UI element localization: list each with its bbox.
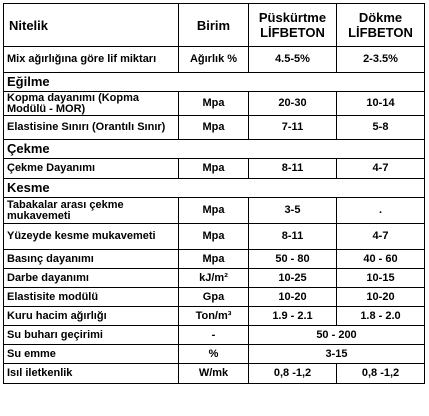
- header-property: Nitelik: [4, 4, 179, 47]
- row-unit: Ton/m³: [179, 307, 249, 326]
- row-unit: Gpa: [179, 288, 249, 307]
- row-sprayed-value: 20-30: [249, 92, 337, 116]
- row-label: Su buharı geçirimi: [4, 326, 179, 345]
- row-unit: Mpa: [179, 224, 249, 250]
- row-unit: Ağırlık %: [179, 47, 249, 73]
- row-cast-value: 10-14: [337, 92, 425, 116]
- table-row: [4, 269, 425, 288]
- row-label: Elastisite modülü: [4, 288, 179, 307]
- row-cast-value: 4-7: [337, 224, 425, 250]
- table-row: [4, 116, 425, 140]
- row-cast-value: 10-15: [337, 269, 425, 288]
- header-sprayed: Püskürtme LİFBETON: [249, 4, 337, 47]
- table-row: [4, 92, 425, 116]
- table-row: [4, 326, 425, 345]
- row-label: Basınç dayanımı: [4, 250, 179, 269]
- row-label: Yüzeyde kesme mukavemeti: [4, 224, 179, 250]
- row-unit: kJ/m²: [179, 269, 249, 288]
- row-sprayed-value: 0,8 -1,2: [249, 364, 337, 384]
- row-unit: Mpa: [179, 198, 249, 224]
- section-title: Kesme: [4, 179, 425, 198]
- row-cast-value: 0,8 -1,2: [337, 364, 425, 384]
- row-label: Mix ağırlığına göre lif miktarı: [4, 47, 179, 73]
- properties-table: [3, 3, 425, 384]
- table-row: [4, 198, 425, 224]
- row-label: Darbe dayanımı: [4, 269, 179, 288]
- row-sprayed-value: 1.9 - 2.1: [249, 307, 337, 326]
- table-header-row: [4, 4, 425, 47]
- section-title: Çekme: [4, 140, 425, 159]
- row-sprayed-value: 50 - 80: [249, 250, 337, 269]
- row-cast-value: 2-3.5%: [337, 47, 425, 73]
- section-row: [4, 140, 425, 159]
- row-sprayed-value: 3-5: [249, 198, 337, 224]
- row-label: Su emme: [4, 345, 179, 364]
- row-sprayed-value: 4.5-5%: [249, 47, 337, 73]
- section-row: [4, 73, 425, 92]
- row-cast-value: 10-20: [337, 288, 425, 307]
- header-unit: Birim: [179, 4, 249, 47]
- row-cast-value: 40 - 60: [337, 250, 425, 269]
- row-sprayed-value: 8-11: [249, 224, 337, 250]
- row-sprayed-value: 7-11: [249, 116, 337, 140]
- row-cast-value: 4-7: [337, 159, 425, 179]
- row-sprayed-value: 10-20: [249, 288, 337, 307]
- row-merged-value: 50 - 200: [249, 326, 425, 345]
- table-row: [4, 345, 425, 364]
- row-unit: Mpa: [179, 250, 249, 269]
- row-cast-value: 1.8 - 2.0: [337, 307, 425, 326]
- row-label: Isıl iletkenlik: [4, 364, 179, 384]
- header-cast: Dökme LİFBETON: [337, 4, 425, 47]
- row-cast-value: .: [337, 198, 425, 224]
- row-sprayed-value: 10-25: [249, 269, 337, 288]
- row-label: Elastisine Sınırı (Orantılı Sınır): [4, 116, 179, 140]
- row-unit: Mpa: [179, 159, 249, 179]
- row-unit: %: [179, 345, 249, 364]
- section-title: Eğilme: [4, 73, 425, 92]
- row-merged-value: 3-15: [249, 345, 425, 364]
- row-label: Tabakalar arası çekme mukavemeti: [4, 198, 179, 224]
- row-label: Çekme Dayanımı: [4, 159, 179, 179]
- table-row: [4, 224, 425, 250]
- table-row: [4, 47, 425, 73]
- table-row: [4, 250, 425, 269]
- table-row: [4, 307, 425, 326]
- row-label: Kopma dayanımı (Kopma Modülü - MOR): [4, 92, 179, 116]
- row-unit: Mpa: [179, 92, 249, 116]
- section-row: [4, 179, 425, 198]
- table-row: [4, 364, 425, 384]
- row-unit: -: [179, 326, 249, 345]
- table-row: [4, 288, 425, 307]
- row-label: Kuru hacim ağırlığı: [4, 307, 179, 326]
- row-unit: W/mk: [179, 364, 249, 384]
- table-row: [4, 159, 425, 179]
- row-sprayed-value: 8-11: [249, 159, 337, 179]
- row-unit: Mpa: [179, 116, 249, 140]
- row-cast-value: 5-8: [337, 116, 425, 140]
